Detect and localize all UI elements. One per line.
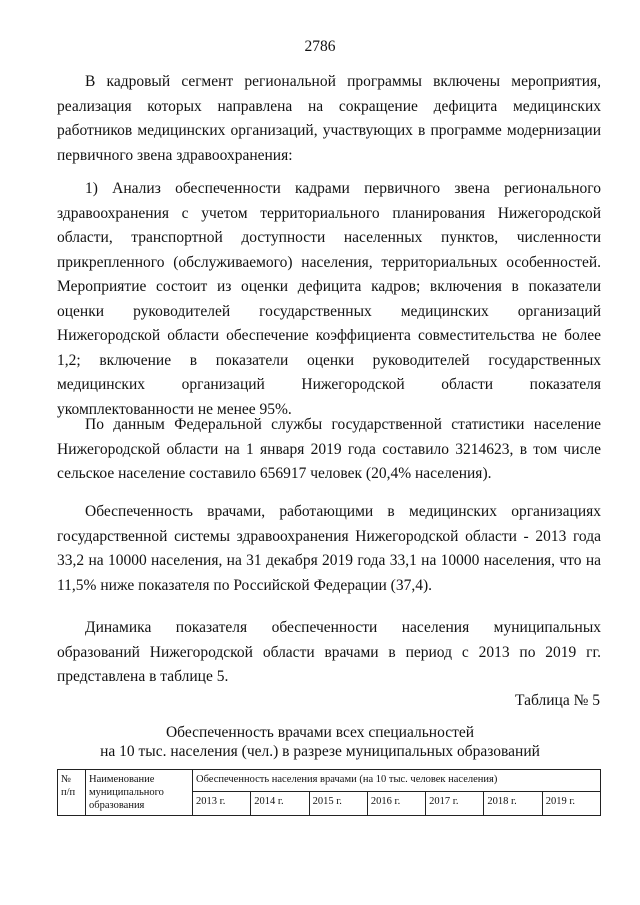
- column-header-number: № п/п: [58, 770, 86, 816]
- column-header-year: 2018 г.: [484, 792, 542, 816]
- provision-table: [57, 769, 601, 816]
- paragraph-program-intro: В кадровый сегмент региональной программы включены мероприятия, реализация которых направлена на сокращение дефицита медицинских работников медицинских организаций, участвующих в программе модернизации первичного звена здравоохранения:: [57, 73, 601, 164]
- table-title-line-1: Обеспеченность врачами всех специальностей: [165, 724, 475, 741]
- paragraph-doctor-provision: Обеспеченность врачами, работающими в медицинских организациях государственной системы здравоохранения Нижегородской области - 2013 года 33,2 на 10000 населения, на 31 декабря 2019 года 33,1 на 10000 населения, что на 11,5% ниже показателя по Российской Федерации (37,4).: [57, 503, 601, 594]
- column-header-provision-group: Обеспеченность населения врачами (на 10 тыс. человек населения): [193, 770, 601, 792]
- column-header-year: 2015 г.: [309, 792, 367, 816]
- table-label: Таблица № 5: [515, 692, 600, 709]
- paragraph-population: По данным Федеральной службы государственной статистики население Нижегородской области на 1 января 2019 года составило 3214623, в том числе сельское население составило 656917 человек (20,4% населения).: [57, 416, 601, 482]
- table-title-line-2: на 10 тыс. населения (чел.) в разрезе муниципальных образований: [100, 743, 540, 760]
- column-header-year: 2017 г.: [426, 792, 484, 816]
- table-header-row: [58, 770, 601, 792]
- paragraph-dynamics: Динамика показателя обеспеченности населения муниципальных образований Нижегородской области врачами в период с 2013 по 2019 гг. представлена в таблице 5.: [57, 619, 601, 685]
- column-header-year: 2016 г.: [367, 792, 425, 816]
- column-header-year: 2013 г.: [193, 792, 251, 816]
- column-header-year: 2019 г.: [542, 792, 600, 816]
- page-number: 2786: [304, 38, 336, 55]
- column-header-municipality: Наименование муниципального образования: [86, 770, 193, 816]
- column-header-year: 2014 г.: [251, 792, 309, 816]
- paragraph-staff-analysis: 1) Анализ обеспеченности кадрами первичного звена регионального здравоохранения с учетом территориального планирования Нижегородской области, транспортной доступности населенных пунктов, численности прикрепленного (обслуживаемого) населения, территориальных особенностей. Мероприятие состоит из оценки дефицита кадров; включения в показатели оценки руководителей государственных медицинских организаций Нижегородской области обеспечение коэффициента совместительства не более 1,2; включение в показатели оценки руководителей государственных медицинских организаций Нижегородской области показателя укомплектованности не менее 95%.: [57, 180, 601, 418]
